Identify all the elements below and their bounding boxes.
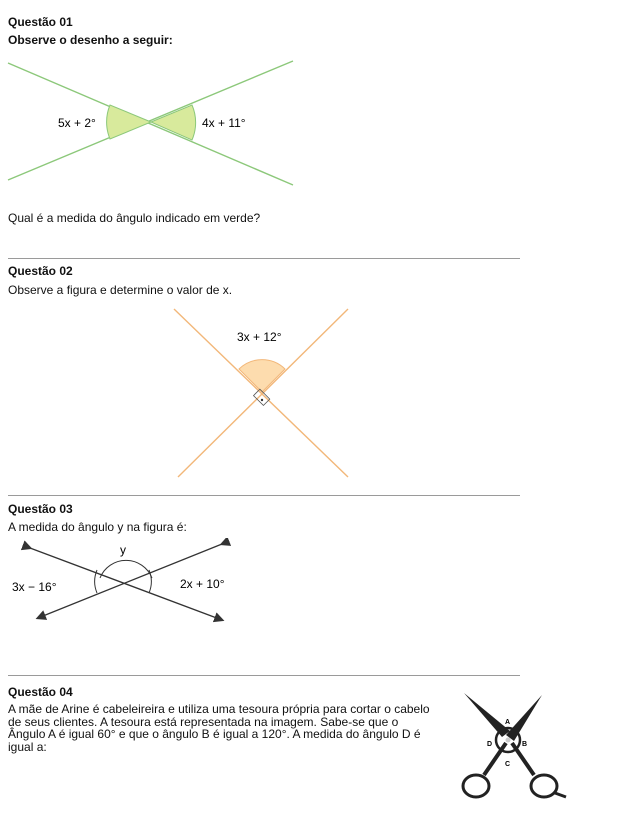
q1-title: Questão 01 [8,15,73,29]
q2-angle-top [239,360,285,392]
q3-prompt: A medida do ângulo y na figura é: [8,520,187,534]
q4-label-a: A [505,719,511,726]
q3-figure [0,538,260,628]
q1-label-right: 4x + 11° [202,116,246,130]
divider-1 [8,258,520,259]
q4-label-c: C [505,761,511,768]
q2-figure [170,305,360,485]
q3-title: Questão 03 [8,502,73,516]
divider-3 [8,675,520,676]
q4-text: A mãe de Arine é cabeleireira e utiliza uma tesoura própria para cortar o cabelo de seus clientes. A tesoura está representada na imagem. Sabe-se que o Ângulo A é igual 60° e que o ângulo B é igual a 120°. A medida do ângulo D é igual a: [8,702,430,754]
q4-label-d: D [487,741,493,748]
q4-handle-ring-left [463,775,489,797]
divider-2 [8,495,520,496]
q2-title: Questão 02 [8,264,73,278]
q3-label-left: 3x − 16° [12,580,57,594]
q3-label-right: 2x + 10° [180,577,225,591]
q4-handle-ring-right [531,775,557,797]
q1-question: Qual é a medida do ângulo indicado em verde? [8,211,261,225]
q1-line-b [8,63,293,185]
q2-label-top: 3x + 12° [237,330,282,344]
q2-prompt: Observe a figura e determine o valor de x. [8,283,233,297]
q1-angle-left [107,105,151,139]
q1-label-left: 5x + 2° [58,116,96,130]
q4-blade-right [506,695,542,741]
q3-label-y: y [120,543,126,557]
q4-title: Questão 04 [8,685,73,699]
q4-pivot-center [506,738,511,743]
q1-prompt: Observe o desenho a seguir: [8,33,173,47]
q2-right-angle-dot [261,399,263,401]
q4-finger-rest [555,793,566,797]
q1-figure [0,55,310,190]
q1-line-a [8,61,293,180]
q4-label-b: B [522,741,528,748]
q4-scissors-figure [458,685,578,810]
